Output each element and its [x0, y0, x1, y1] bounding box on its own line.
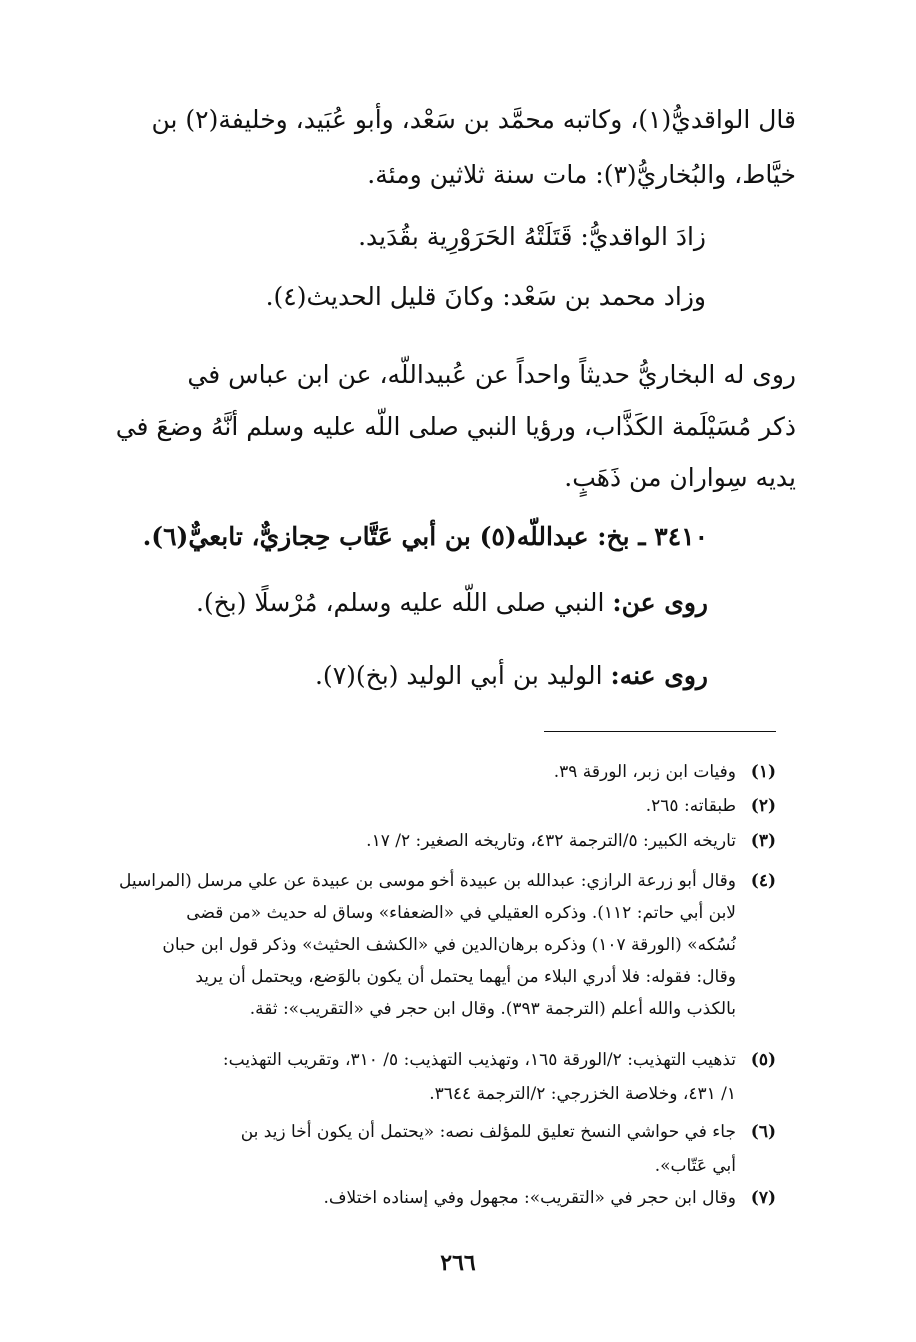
footnote-line: وقال أبو زرعة الرازي: عبدالله بن عبيدة أخو موسى بن عبيدة عن علي مرسل (المراسيل [119, 871, 736, 891]
footnote-4 [82, 865, 776, 1025]
footnote-line: وقال: فقوله: فلا أدري البلاء من أيهما يحتمل أن يكون بالوَضع، ويحتمل أن يريد [195, 967, 736, 987]
footnote-number: (٢) [750, 796, 776, 816]
footnote-line: بالكذب والله أعلم (الترجمة ٣٩٣). وقال ابن حجر في «التقريب»: ثقة. [249, 999, 736, 1019]
entry-heading: ٣٤١٠ ـ بخ: عبداللّه(٥) بن أبي عَتَّاب حِجازيٌّ، تابعيٌّ(٦). [142, 522, 708, 551]
footnote-6 [82, 1115, 776, 1183]
footnote-line: تاريخه الكبير: ٥/الترجمة ٤٣٢، وتاريخه الصغير: ٢/ ١٧. [366, 831, 736, 851]
rawa-an-label: روى عن: [612, 588, 708, 617]
footnote-line: وقال ابن حجر في «التقريب»: مجهول وفي إسناده اختلاف. [323, 1188, 736, 1208]
footnote-line: لابن أبي حاتم: ١١٢). وذكره العقيلي في «الضعفاء» وساق له حديث «من قضى [186, 903, 736, 923]
footnote-number: (٣) [750, 831, 776, 851]
rawa-an-line [80, 586, 708, 620]
footnote-number: (٤) [750, 871, 776, 891]
footnote-line: جاء في حواشي النسخ تعليق للمؤلف نصه: «يحتمل أن يكون أخا زيد بن [240, 1122, 736, 1142]
footnote-3 [82, 829, 776, 853]
body-line-5: روى له البخاريُّ حديثاً واحداً عن عُبيداللّه، عن ابن عباس في [187, 360, 796, 389]
footnote-1 [82, 760, 776, 784]
page-number: ٢٦٦ [440, 1250, 476, 1276]
body-line-2: خيَّاط، والبُخاريُّ(٣): مات سنة ثلاثين ومئة. [367, 160, 796, 189]
footnote-line: تذهيب التهذيب: ٢/الورقة ١٦٥، وتهذيب التهذيب: ٥/ ٣١٠، وتقريب التهذيب: [222, 1050, 736, 1070]
body-line-1: قال الواقديُّ(١)، وكاتبه محمَّد بن سَعْد، وأبو عُبَيد، وخليفة(٢) بن [151, 105, 796, 134]
body-line-3: زادَ الواقديُّ: قَتَلَتْهُ الحَرَوْرِية بقُدَيد. [358, 222, 706, 251]
footnote-number: (٥) [750, 1050, 776, 1070]
rawa-anhu-label: روى عنه: [610, 661, 708, 690]
footnote-line: وفيات ابن زبر، الورقة ٣٩. [553, 762, 736, 782]
footnote-5 [82, 1043, 776, 1111]
footnote-2 [82, 794, 776, 818]
body-line-4: وزاد محمد بن سَعْد: وكانَ قليل الحديث(٤). [265, 282, 706, 311]
footnote-separator [544, 731, 776, 732]
footnote-line: نُسُكه» (الورقة ١٠٧) وذكره برهان‌الدين في «الكشف الحثيث» وذكر قول ابن حبان [162, 935, 736, 955]
body-line-7: يديه سِواران من ذَهَبٍ. [564, 463, 796, 492]
body-line-6: ذكر مُسَيْلَمة الكَذَّاب، ورؤيا النبي صلى اللّه عليه وسلم أنَّهُ وضعَ في [115, 412, 796, 441]
rawa-an-text: النبي صلى اللّه عليه وسلم، مُرْسلًا (بخ). [195, 588, 605, 617]
footnote-line: ١/ ٤٣١، وخلاصة الخزرجي: ٢/الترجمة ٣٦٤٤. [429, 1084, 736, 1104]
footnote-number: (١) [750, 762, 776, 782]
rawa-anhu-text: الوليد بن أبي الوليد (بخ)(٧). [314, 661, 603, 690]
footnote-number: (٦) [750, 1122, 776, 1142]
footnote-line: أبي عَتّاب». [654, 1156, 736, 1176]
footnote-number: (٧) [750, 1188, 776, 1208]
footnote-7 [82, 1186, 776, 1210]
rawa-anhu-line [80, 659, 708, 693]
footnote-line: طبقاته: ٢٦٥. [645, 796, 736, 816]
